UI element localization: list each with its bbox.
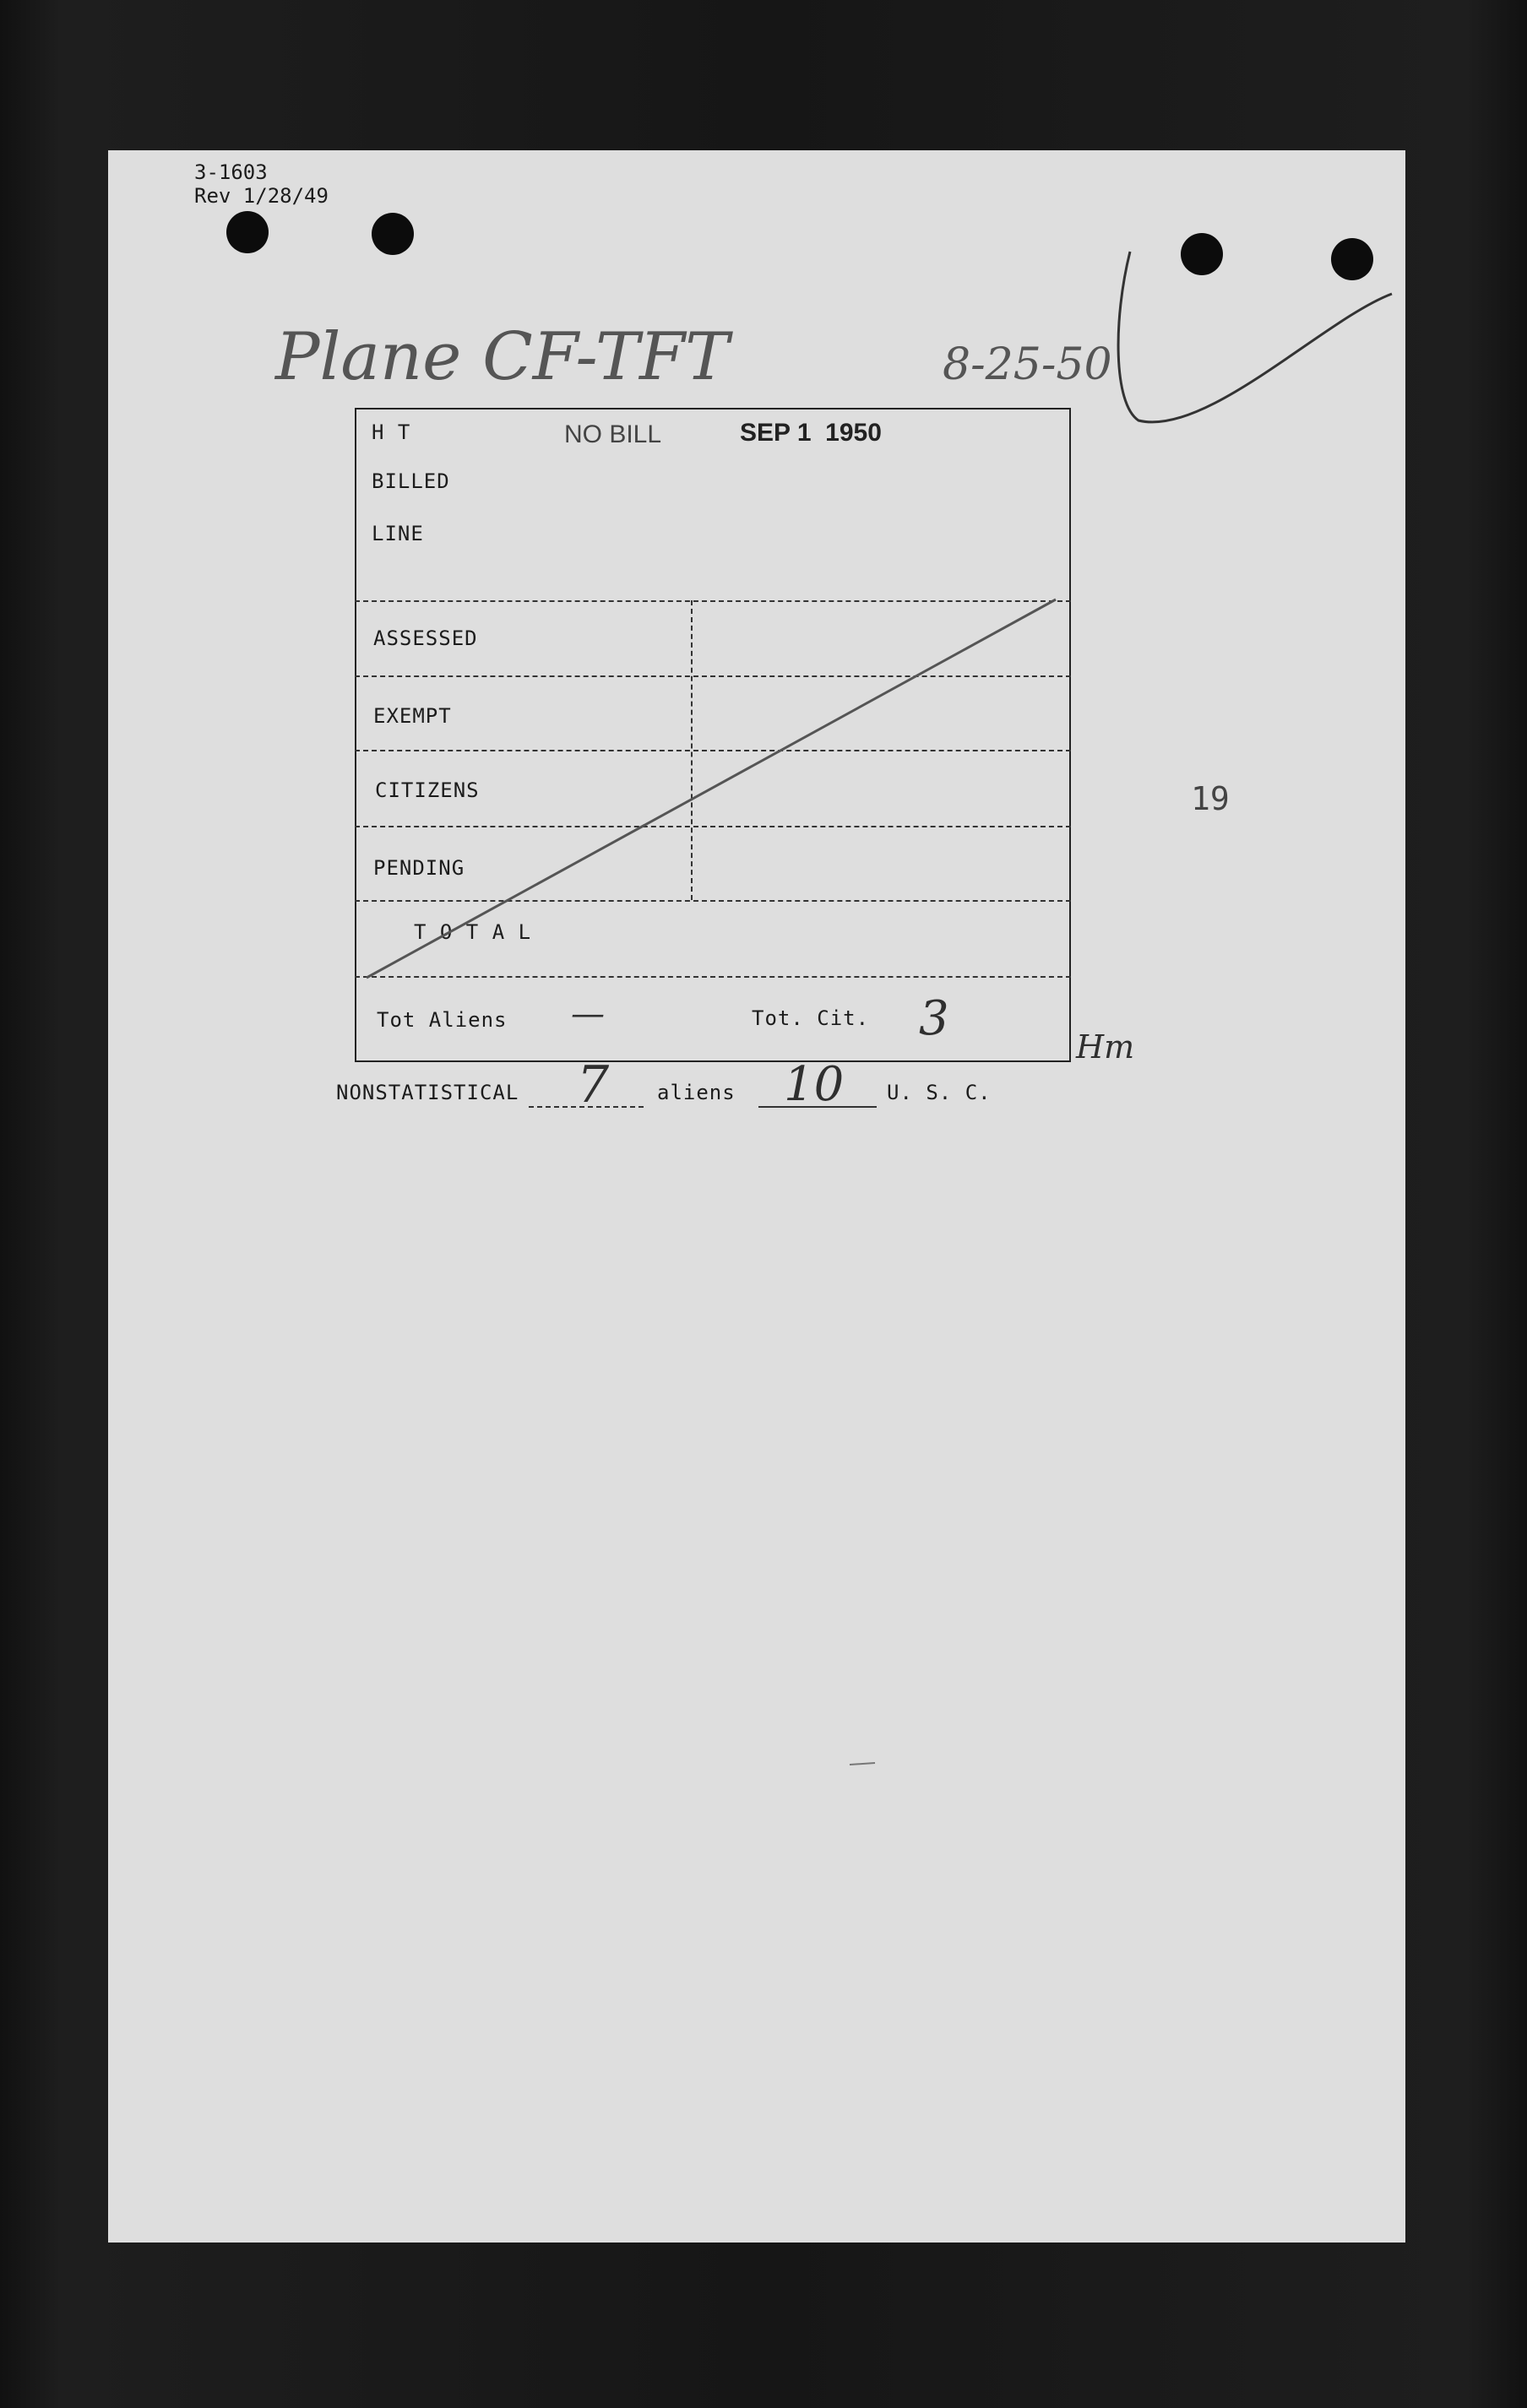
date-handwritten: 8-25-50 (943, 339, 1112, 390)
tot-aliens-value: — (571, 995, 605, 1033)
total-label: T O T A L (414, 920, 532, 944)
form-number: 3-1603 (194, 160, 268, 184)
tot-aliens-label: Tot Aliens (377, 1008, 508, 1032)
pen-curve (1118, 252, 1392, 422)
header-row-ht: H T (372, 420, 411, 444)
form-revision: Rev 1/28/49 (194, 184, 329, 208)
header-row-line: LINE (372, 522, 424, 545)
nonstat-label: NONSTATISTICAL (336, 1081, 519, 1104)
initials-handwritten: Hm (1076, 1028, 1135, 1066)
no-bill-stamp: NO BILL (564, 420, 662, 448)
nonstat-usc-value: 10 (784, 1057, 845, 1112)
tot-cit-value: 3 (919, 991, 949, 1046)
document-page (108, 150, 1405, 2243)
nonstat-aliens-label: aliens (657, 1081, 736, 1104)
pen-tick (850, 1763, 875, 1765)
diagonal-strike (367, 599, 1056, 978)
tot-cit-label: Tot. Cit. (752, 1006, 870, 1030)
row-label-assessed: ASSESSED (373, 626, 478, 650)
date-stamp: SEP 1 1950 (740, 419, 882, 447)
row-label-exempt: EXEMPT (373, 704, 452, 728)
header-row-billed: BILLED (372, 469, 450, 493)
row-label-citizens: CITIZENS (375, 778, 480, 802)
row-label-pending: PENDING (373, 856, 465, 880)
plane-id-handwritten: Plane CF-TFT (275, 319, 730, 395)
page-number: 19 (1191, 780, 1230, 817)
nonstat-usc-label: U. S. C. (887, 1081, 992, 1104)
nonstat-aliens-value: 7 (577, 1055, 610, 1115)
pen-marks (108, 150, 1405, 2243)
